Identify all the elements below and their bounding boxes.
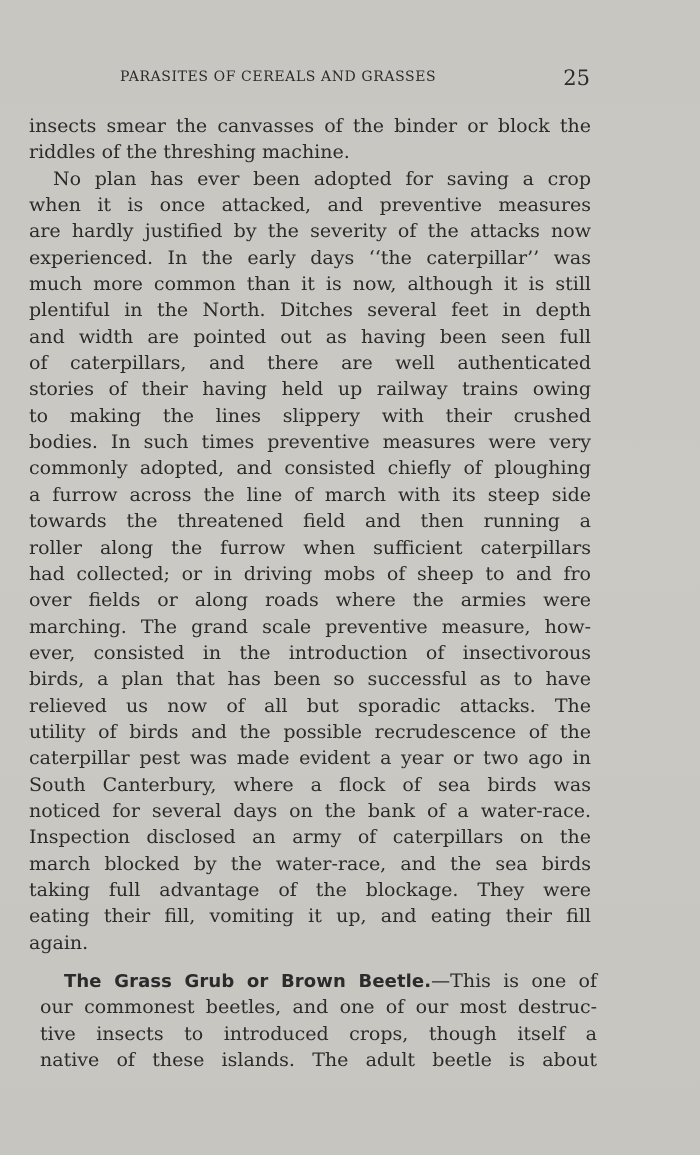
text-line: experienced. In the early days ‘‘the caterpillar’’ was bbox=[29, 246, 591, 269]
text-line: towards the threatened field and then running a bbox=[29, 510, 591, 533]
text-line: eating their fill, vomiting it up, and eating their fill bbox=[29, 905, 591, 928]
text-line: march blocked by the water-race, and the sea birds bbox=[29, 852, 591, 875]
text-line: marching. The grand scale preventive measure, how- bbox=[29, 615, 591, 638]
text-line: birds, a plan that has been so successful as to have bbox=[29, 668, 591, 691]
text-line: utility of birds and the possible recrudescence of the bbox=[29, 720, 591, 743]
grass-grub-section bbox=[40, 968, 597, 1073]
text-line: No plan has ever been adopted for saving a crop bbox=[53, 167, 591, 190]
section-heading: The Grass Grub or Brown Beetle. bbox=[64, 971, 432, 992]
text-line: tive insects to introduced crops, though itself a bbox=[40, 1022, 597, 1045]
text-line: relieved us now of all but sporadic attacks. The bbox=[29, 694, 591, 717]
text-line: of caterpillars, and there are well authenticated bbox=[29, 352, 591, 375]
text-line: when it is once attacked, and preventive measures bbox=[29, 194, 591, 217]
text-line: much more common than it is now, although it is still bbox=[29, 273, 591, 296]
text-line: a furrow across the line of march with its steep side bbox=[29, 483, 591, 506]
page-number: 25 bbox=[563, 66, 590, 90]
text-line: again. bbox=[29, 931, 89, 954]
section-lead-text: —This is one of bbox=[431, 970, 597, 992]
running-header bbox=[120, 66, 590, 92]
text-line: taking full advantage of the blockage. They were bbox=[29, 878, 591, 901]
body-text bbox=[29, 113, 591, 956]
text-line: Inspection disclosed an army of caterpillars on the bbox=[29, 826, 591, 849]
text-line: South Canterbury, where a flock of sea birds was bbox=[29, 773, 591, 796]
section-heading-line bbox=[40, 968, 597, 994]
running-title: PARASITES OF CEREALS AND GRASSES bbox=[120, 69, 437, 85]
text-line: insects smear the canvasses of the binder or block the bbox=[29, 115, 591, 137]
text-line: bodies. In such times preventive measures were very bbox=[29, 431, 591, 454]
text-line: roller along the furrow when sufficient caterpillars bbox=[29, 536, 591, 559]
text-line: native of these islands. The adult beetle is about bbox=[40, 1049, 597, 1072]
text-line: our commonest beetles, and one of our most destruc- bbox=[40, 996, 597, 1019]
text-line: over fields or along roads where the armies were bbox=[29, 589, 591, 612]
text-line: plentiful in the North. Ditches several feet in depth bbox=[29, 299, 591, 322]
text-line: to making the lines slippery with their crushed bbox=[29, 404, 591, 427]
text-line: ever, consisted in the introduction of insectivorous bbox=[29, 641, 591, 664]
text-line: stories of their having held up railway trains owing bbox=[29, 378, 591, 401]
text-line: and width are pointed out as having been seen full bbox=[29, 325, 591, 348]
text-line: riddles of the threshing machine. bbox=[29, 141, 350, 164]
text-line: caterpillar pest was made evident a year or two ago in bbox=[29, 747, 591, 770]
text-line: commonly adopted, and consisted chiefly of ploughing bbox=[29, 457, 591, 480]
text-line: are hardly justified by the severity of the attacks now bbox=[29, 220, 591, 243]
text-line: had collected; or in driving mobs of sheep to and fro bbox=[29, 562, 591, 585]
text-line: noticed for several days on the bank of a water-race. bbox=[29, 799, 591, 822]
